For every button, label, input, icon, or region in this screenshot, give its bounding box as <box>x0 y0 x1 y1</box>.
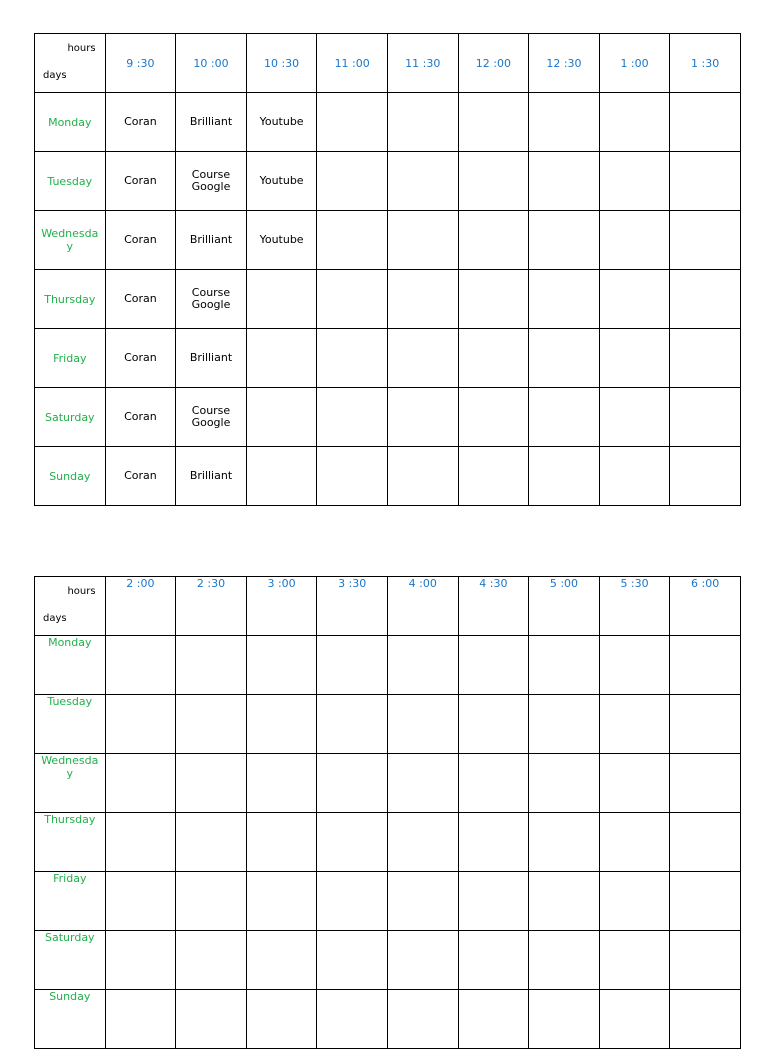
schedule-cell <box>599 270 670 329</box>
schedule-cell <box>105 695 176 754</box>
schedule-cell: Course Google <box>176 152 247 211</box>
schedule-cell <box>387 931 458 990</box>
schedule-cell: Coran <box>105 211 176 270</box>
time-slot-header: 3 :30 <box>317 577 388 636</box>
time-slot-header: 12 :00 <box>458 34 529 93</box>
day-label: Tuesday <box>35 152 106 211</box>
time-slot-header: 10 :00 <box>176 34 247 93</box>
schedule-cell <box>529 152 600 211</box>
schedule-cell <box>387 93 458 152</box>
day-label: Thursday <box>35 813 106 872</box>
day-label: Sunday <box>35 447 106 506</box>
schedule-cell <box>670 754 741 813</box>
schedule-cell <box>458 152 529 211</box>
schedule-cell <box>387 990 458 1049</box>
schedule-cell <box>317 447 388 506</box>
schedule-cell <box>670 152 741 211</box>
schedule-cell <box>317 931 388 990</box>
day-label: Saturday <box>35 388 106 447</box>
schedule-cell <box>246 695 317 754</box>
time-slot-header: 4 :30 <box>458 577 529 636</box>
time-slot-header: 3 :00 <box>246 577 317 636</box>
schedule-cell: Brilliant <box>176 447 247 506</box>
schedule-cell <box>246 447 317 506</box>
schedule-cell <box>599 990 670 1049</box>
schedule-cell <box>599 754 670 813</box>
schedule-cell: Brilliant <box>176 329 247 388</box>
schedule-cell <box>458 93 529 152</box>
schedule-cell <box>458 270 529 329</box>
schedule-cell <box>529 931 600 990</box>
schedule-cell: Youtube <box>246 211 317 270</box>
day-row <box>35 93 741 152</box>
schedule-cell: Coran <box>105 329 176 388</box>
days-label: days <box>43 70 67 81</box>
schedule-cell <box>246 754 317 813</box>
schedule-cell <box>317 388 388 447</box>
schedule-cell <box>176 695 247 754</box>
schedule-cell <box>529 93 600 152</box>
hours-label: hours <box>67 43 96 54</box>
hours-label: hours <box>67 586 96 597</box>
corner-header-cell <box>35 34 106 93</box>
day-label: Wednesday <box>35 754 106 813</box>
schedule-cell <box>387 152 458 211</box>
schedule-cell <box>599 211 670 270</box>
schedule-cell <box>317 872 388 931</box>
schedule-cell <box>529 447 600 506</box>
schedule-cell <box>670 270 741 329</box>
day-row <box>35 211 741 270</box>
schedule-cell <box>246 270 317 329</box>
schedule-cell <box>176 872 247 931</box>
day-row <box>35 754 741 813</box>
schedule-cell <box>176 754 247 813</box>
time-slot-header: 6 :00 <box>670 577 741 636</box>
schedule-cell <box>599 447 670 506</box>
schedule-cell <box>670 636 741 695</box>
schedule-table-afternoon <box>34 576 741 1049</box>
schedule-cell <box>529 695 600 754</box>
schedule-cell <box>387 636 458 695</box>
schedule-cell <box>105 636 176 695</box>
schedule-cell <box>458 990 529 1049</box>
day-row <box>35 388 741 447</box>
schedule-cell <box>317 93 388 152</box>
schedule-cell <box>246 388 317 447</box>
schedule-cell <box>599 695 670 754</box>
schedule-cell <box>670 695 741 754</box>
time-slot-header: 2 :00 <box>105 577 176 636</box>
day-row <box>35 329 741 388</box>
days-label: days <box>43 613 67 624</box>
day-row <box>35 695 741 754</box>
day-label: Friday <box>35 872 106 931</box>
schedule-cell <box>529 813 600 872</box>
schedule-cell <box>529 329 600 388</box>
day-row <box>35 447 741 506</box>
schedule-cell <box>458 211 529 270</box>
day-label: Monday <box>35 93 106 152</box>
schedule-cell <box>105 754 176 813</box>
schedule-cell <box>317 754 388 813</box>
day-row <box>35 813 741 872</box>
schedule-cell <box>458 931 529 990</box>
day-row <box>35 990 741 1049</box>
schedule-cell <box>529 211 600 270</box>
schedule-cell <box>246 931 317 990</box>
schedule-cell <box>317 695 388 754</box>
schedule-cell <box>670 872 741 931</box>
schedule-cell: Brilliant <box>176 93 247 152</box>
schedule-cell <box>387 211 458 270</box>
schedule-cell <box>176 636 247 695</box>
time-slot-header: 5 :30 <box>599 577 670 636</box>
schedule-cell <box>105 990 176 1049</box>
time-slot-header: 9 :30 <box>105 34 176 93</box>
schedule-cell <box>670 931 741 990</box>
schedule-cell <box>599 813 670 872</box>
schedule-cell <box>246 872 317 931</box>
schedule-cell <box>105 872 176 931</box>
day-row <box>35 152 741 211</box>
schedule-table-morning <box>34 33 741 506</box>
time-slot-header: 11 :30 <box>387 34 458 93</box>
schedule-cell: Course Google <box>176 270 247 329</box>
schedule-cell <box>529 270 600 329</box>
day-label: Tuesday <box>35 695 106 754</box>
day-row <box>35 636 741 695</box>
schedule-cell <box>529 990 600 1049</box>
schedule-cell <box>387 329 458 388</box>
schedule-cell <box>599 872 670 931</box>
corner-header-cell <box>35 577 106 636</box>
day-row <box>35 872 741 931</box>
schedule-cell <box>387 447 458 506</box>
schedule-cell <box>458 872 529 931</box>
schedule-cell: Coran <box>105 270 176 329</box>
schedule-cell <box>105 813 176 872</box>
schedule-cell <box>458 447 529 506</box>
schedule-cell <box>246 636 317 695</box>
schedule-cell: Youtube <box>246 93 317 152</box>
schedule-cell <box>670 211 741 270</box>
schedule-cell <box>599 636 670 695</box>
schedule-cell <box>458 695 529 754</box>
schedule-cell <box>670 447 741 506</box>
schedule-cell: Course Google <box>176 388 247 447</box>
time-slot-header: 4 :00 <box>387 577 458 636</box>
day-label: Sunday <box>35 990 106 1049</box>
schedule-cell <box>246 990 317 1049</box>
schedule-cell <box>246 329 317 388</box>
schedule-cell <box>387 872 458 931</box>
schedule-cell <box>458 329 529 388</box>
schedule-cell <box>246 813 317 872</box>
time-slot-header: 2 :30 <box>176 577 247 636</box>
time-slot-header: 1 :30 <box>670 34 741 93</box>
schedule-cell <box>458 754 529 813</box>
day-label: Friday <box>35 329 106 388</box>
schedule-cell <box>387 813 458 872</box>
day-row <box>35 270 741 329</box>
schedule-cell <box>176 931 247 990</box>
time-slot-header: 10 :30 <box>246 34 317 93</box>
schedule-cell: Coran <box>105 152 176 211</box>
day-row <box>35 931 741 990</box>
schedule-cell <box>529 754 600 813</box>
schedule-cell: Brilliant <box>176 211 247 270</box>
schedule-cell <box>529 388 600 447</box>
schedule-cell <box>317 211 388 270</box>
header-row <box>35 34 741 93</box>
time-slot-header: 1 :00 <box>599 34 670 93</box>
schedule-cell <box>670 990 741 1049</box>
day-label: Thursday <box>35 270 106 329</box>
schedule-cell: Coran <box>105 388 176 447</box>
schedule-cell <box>458 388 529 447</box>
schedule-cell <box>529 872 600 931</box>
schedule-cell: Youtube <box>246 152 317 211</box>
schedule-cell <box>599 329 670 388</box>
schedule-cell <box>317 636 388 695</box>
schedule-cell: Coran <box>105 93 176 152</box>
day-label: Monday <box>35 636 106 695</box>
schedule-cell <box>176 990 247 1049</box>
schedule-cell <box>317 329 388 388</box>
schedule-cell <box>599 931 670 990</box>
schedule-cell <box>387 270 458 329</box>
schedule-cell <box>458 636 529 695</box>
schedule-cell <box>387 695 458 754</box>
schedule-cell <box>529 636 600 695</box>
schedule-cell <box>599 152 670 211</box>
time-slot-header: 11 :00 <box>317 34 388 93</box>
header-row <box>35 577 741 636</box>
day-label: Wednesday <box>35 211 106 270</box>
schedule-cell <box>670 93 741 152</box>
schedule-cell <box>458 813 529 872</box>
schedule-cell: Coran <box>105 447 176 506</box>
schedule-cell <box>670 329 741 388</box>
schedule-cell <box>317 990 388 1049</box>
schedule-cell <box>105 931 176 990</box>
time-slot-header: 5 :00 <box>529 577 600 636</box>
schedule-cell <box>317 152 388 211</box>
schedule-cell <box>176 813 247 872</box>
schedule-cell <box>670 388 741 447</box>
schedule-cell <box>387 754 458 813</box>
schedule-cell <box>599 93 670 152</box>
schedule-cell <box>670 813 741 872</box>
schedule-cell <box>387 388 458 447</box>
time-slot-header: 12 :30 <box>529 34 600 93</box>
schedule-cell <box>599 388 670 447</box>
day-label: Saturday <box>35 931 106 990</box>
schedule-cell <box>317 813 388 872</box>
schedule-cell <box>317 270 388 329</box>
